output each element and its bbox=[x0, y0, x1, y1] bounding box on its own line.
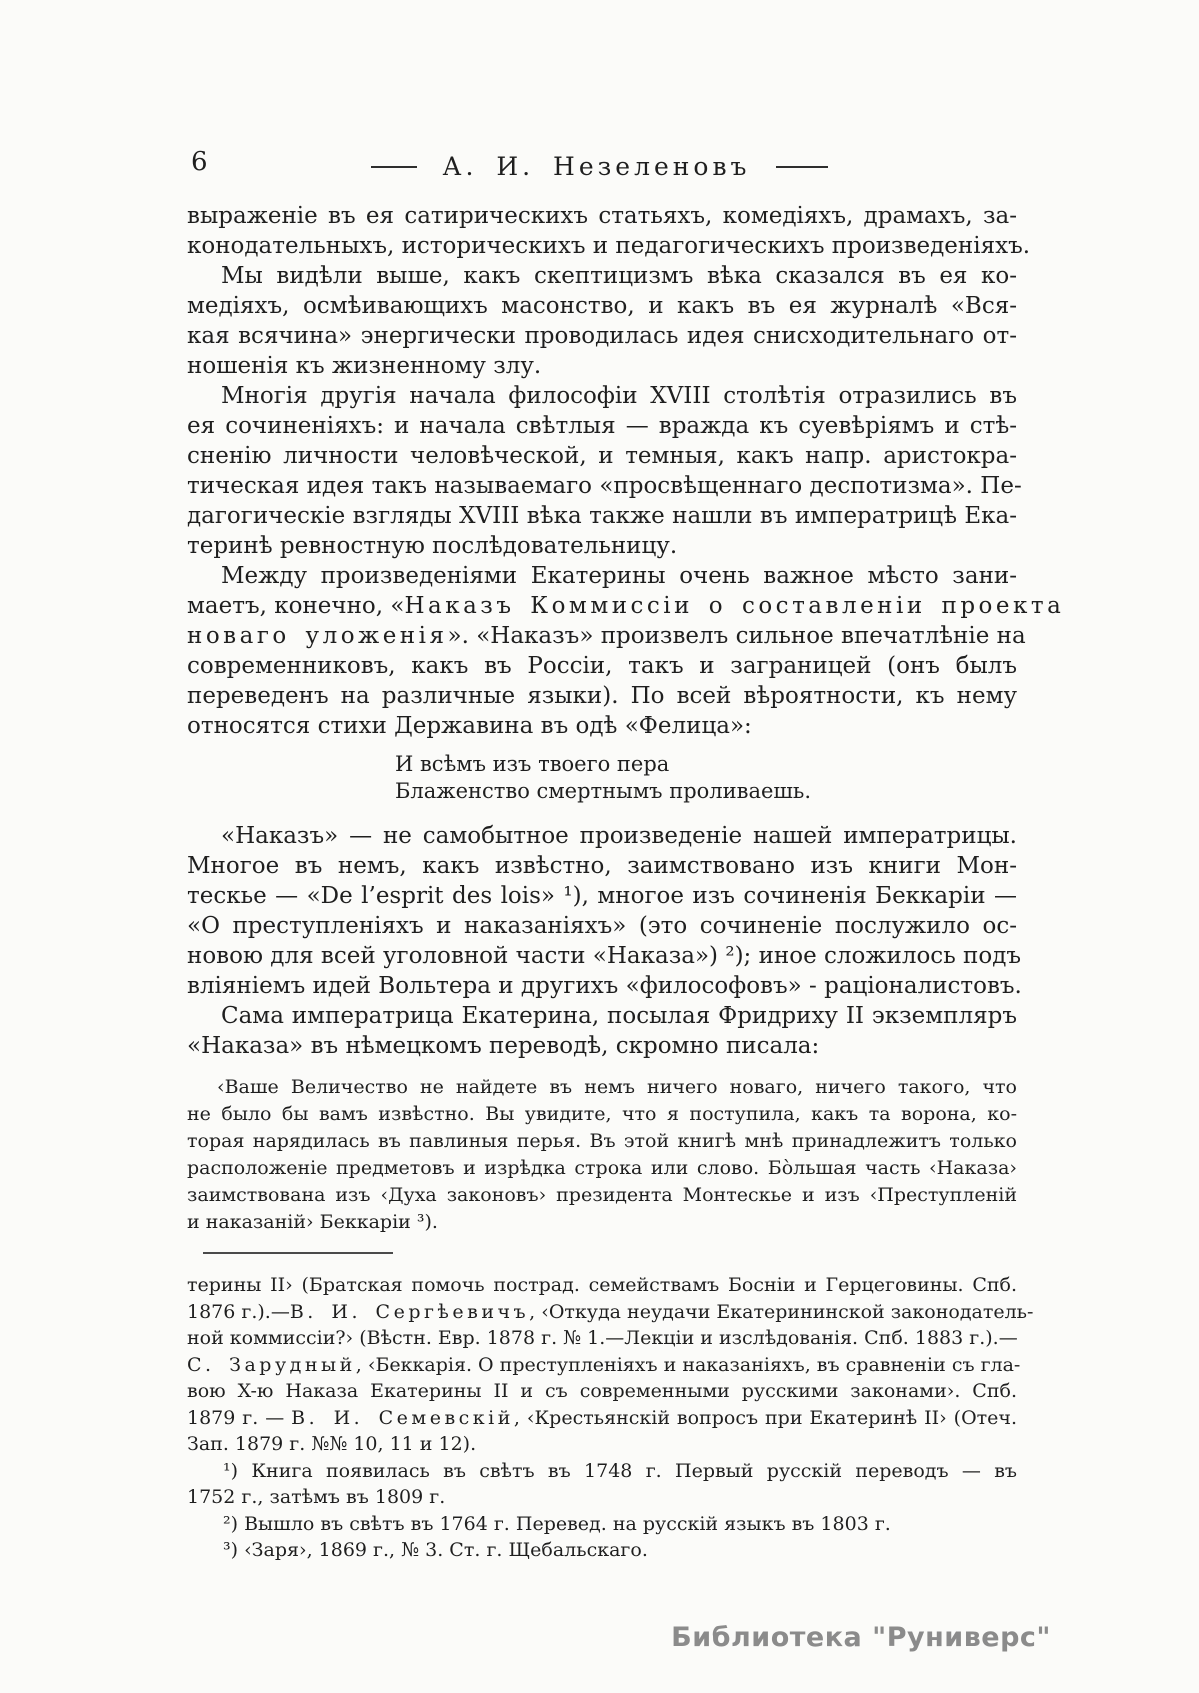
text-segment: ной коммиссіи?› (Вѣстн. Евр. 1878 г. № 1.—Лекціи и изслѣдованія. Спб. 1883 г.).— bbox=[187, 1327, 1018, 1349]
text-line bbox=[187, 1299, 1034, 1326]
text-line bbox=[187, 291, 1017, 321]
text-line bbox=[187, 1458, 1017, 1485]
body-text-top bbox=[187, 201, 1065, 741]
text-segment: тескье — «De l’esprit des lois» ¹), многое изъ сочиненія Беккаріи — bbox=[187, 883, 1017, 909]
page-number: 6 bbox=[191, 147, 208, 177]
text-line bbox=[187, 201, 1017, 231]
text-segment: маетъ, конечно, « bbox=[187, 593, 405, 619]
running-head bbox=[0, 152, 1199, 181]
text-line bbox=[187, 821, 1017, 851]
text-segment: Мы видѣли выше, какъ скептицизмъ вѣка сказался въ ея ко- bbox=[221, 263, 1017, 289]
text-line bbox=[187, 1209, 1017, 1236]
text-line bbox=[187, 1074, 1017, 1101]
text-segment: 1752 г., затѣмъ въ 1809 г. bbox=[187, 1486, 446, 1508]
text-segment: , ‹Беккарія. О преступленіяхъ и наказаніяхъ, въ сравненіи съ гла- bbox=[355, 1353, 1021, 1376]
text-segment: ²) Вышло въ свѣтъ въ 1764 г. Перевед. на русскій языкъ въ 1803 г. bbox=[223, 1512, 891, 1535]
text-line bbox=[395, 751, 1017, 778]
text-segment: ³) ‹Заря›, 1869 г., № 3. Ст. г. Щебальскаго. bbox=[223, 1539, 648, 1561]
verse-quote bbox=[395, 751, 1017, 805]
text-segment: В. И. Сергѣевичъ bbox=[289, 1300, 530, 1323]
text-segment: вліяніемъ идей Вольтера и другихъ «философовъ» - раціоналистовъ. bbox=[187, 973, 1022, 999]
text-line bbox=[187, 1405, 1017, 1432]
text-line bbox=[187, 561, 1017, 591]
text-line bbox=[395, 778, 1017, 805]
text-segment: ношенія къ жизненному злу. bbox=[187, 353, 542, 379]
paragraph bbox=[187, 1001, 1017, 1061]
title-rule-left-icon bbox=[371, 166, 417, 168]
text-line bbox=[187, 531, 1017, 561]
text-segment: терины II› (Братская помочь пострад. семействамъ Босніи и Герцеговины. Спб. bbox=[187, 1274, 1017, 1296]
paragraph bbox=[187, 1074, 1017, 1236]
text-segment: дагогическіе взгляды XVIII вѣка также нашли въ императрицѣ Ека- bbox=[187, 503, 1017, 529]
text-line bbox=[187, 1511, 1017, 1538]
text-segment: ея сочиненіяхъ: и начала свѣтлыя — вражда къ суевѣріямъ и стѣ- bbox=[187, 413, 1017, 439]
text-line bbox=[187, 1325, 1017, 1352]
text-line bbox=[187, 591, 1065, 621]
text-segment: медіяхъ, осмѣивающихъ масонство, и какъ въ ея журналѣ «Вся- bbox=[187, 293, 1017, 319]
paragraph bbox=[187, 381, 1022, 561]
text-line bbox=[187, 1431, 1017, 1458]
text-segment: Блаженство смертнымъ проливаешь. bbox=[395, 779, 812, 803]
text-segment: ». «Наказъ» произвелъ сильное впечатлѣніе на bbox=[447, 623, 1026, 649]
text-segment: 1879 г. — bbox=[187, 1406, 292, 1429]
text-line bbox=[187, 351, 1017, 381]
paragraph bbox=[187, 1272, 1034, 1458]
text-line bbox=[187, 261, 1017, 291]
text-line bbox=[187, 911, 1017, 941]
text-segment: торая нарядилась въ павлиныя перья. Въ этой книгѣ мнѣ принадлежитъ только bbox=[187, 1130, 1017, 1152]
text-segment: Многое въ немъ, какъ извѣстно, заимствовано изъ книги Мон- bbox=[187, 853, 1017, 879]
text-line bbox=[187, 411, 1017, 441]
text-line bbox=[187, 1484, 1017, 1511]
text-line bbox=[187, 881, 1017, 911]
text-line bbox=[187, 711, 1017, 741]
text-segment: относятся стихи Державина въ одѣ «Фелица»: bbox=[187, 713, 752, 739]
footnotes bbox=[187, 1272, 1034, 1564]
paragraph bbox=[187, 261, 1017, 381]
paragraph bbox=[187, 1458, 1017, 1511]
text-segment: ¹) Книга появилась въ свѣтъ въ 1748 г. Первый русскій переводъ — въ bbox=[223, 1459, 1017, 1482]
text-segment: и наказаній› Беккаріи ³). bbox=[187, 1211, 438, 1233]
text-segment: теринѣ ревностную послѣдовательницу. bbox=[187, 533, 678, 559]
text-line bbox=[187, 1155, 1017, 1182]
text-segment: Наказъ Коммиссіи о составленіи проекта bbox=[404, 593, 1065, 619]
text-line bbox=[187, 621, 1026, 651]
text-segment: , ‹Крестьянскій вопросъ при Екатеринѣ II› (Отеч. bbox=[513, 1406, 1018, 1429]
text-line bbox=[187, 471, 1022, 501]
paragraph bbox=[187, 561, 1065, 741]
paragraph bbox=[187, 1511, 1017, 1538]
text-segment: В. И. Семевскій bbox=[291, 1406, 514, 1429]
text-segment: не было бы вамъ извѣстно. Вы увидите, что я поступила, какъ та ворона, ко- bbox=[187, 1103, 1017, 1125]
text-segment: «Наказа» въ нѣмецкомъ переводѣ, скромно писала: bbox=[187, 1033, 820, 1059]
text-line bbox=[187, 651, 1017, 681]
text-segment: расположеніе предметовъ и изрѣдка строка или слово. Бо̀льшая часть ‹Наказа› bbox=[187, 1157, 1017, 1179]
text-segment: выраженіе въ ея сатирическихъ статьяхъ, комедіяхъ, драмахъ, за- bbox=[187, 203, 1017, 229]
text-segment: И всѣмъ изъ твоего пера bbox=[395, 752, 670, 776]
text-line bbox=[187, 381, 1017, 411]
text-segment: Многія другія начала философіи XVIII столѣтія отразились въ bbox=[221, 383, 1017, 409]
title-rule-right-icon bbox=[776, 166, 828, 168]
text-line bbox=[187, 1182, 1017, 1209]
paragraph bbox=[187, 821, 1022, 1001]
text-segment: вою X-ю Наказа Екатерины II и съ современными русскими законами›. Спб. bbox=[187, 1380, 1017, 1402]
small-print-quote bbox=[187, 1074, 1017, 1236]
text-segment: ‹Ваше Величество не найдете въ немъ ничего новаго, ничего такого, что bbox=[217, 1076, 1017, 1098]
text-segment: конодательныхъ, историческихъ и педагогическихъ произведеніяхъ. bbox=[187, 233, 1031, 259]
text-line bbox=[187, 971, 1022, 1001]
text-segment: С. Зарудный bbox=[187, 1353, 356, 1376]
text-line bbox=[187, 851, 1017, 881]
watermark-text: Библиотека "Руниверс" bbox=[671, 1622, 1051, 1653]
text-segment: «Наказъ» — не самобытное произведеніе нашей императрицы. bbox=[221, 823, 1017, 849]
text-segment: Сама императрица Екатерина, посылая Фридриху II экземпляръ bbox=[221, 1003, 1017, 1029]
paragraph bbox=[187, 201, 1031, 261]
paragraph bbox=[187, 1537, 1017, 1564]
text-line bbox=[187, 1272, 1017, 1299]
text-line bbox=[187, 441, 1017, 471]
text-segment: тическая идея такъ называемаго «просвѣщеннаго деспотизма». Пе- bbox=[187, 473, 1022, 499]
text-line bbox=[187, 1128, 1017, 1155]
text-line bbox=[187, 681, 1017, 711]
text-line bbox=[187, 321, 1017, 351]
text-segment: современниковъ, какъ въ Россіи, такъ и заграницей (онъ былъ bbox=[187, 653, 1017, 679]
text-line bbox=[187, 1001, 1017, 1031]
body-text-mid bbox=[187, 821, 1022, 1061]
text-segment: новою для всей уголовной части «Наказа») ²); иное сложилось подъ bbox=[187, 943, 1021, 969]
text-segment: заимствована изъ ‹Духа законовъ› президента Монтескье и изъ ‹Преступленій bbox=[187, 1184, 1017, 1206]
text-segment: Между произведеніями Екатерины очень важное мѣсто зани- bbox=[221, 563, 1017, 589]
text-segment: кая всячина» энергически проводилась идея снисходительнаго от- bbox=[187, 323, 1017, 349]
text-segment: сненію личности человѣческой, и темныя, какъ напр. аристокра- bbox=[187, 443, 1017, 469]
footnote-separator bbox=[203, 1252, 393, 1254]
text-line bbox=[187, 1352, 1021, 1379]
text-line bbox=[187, 501, 1017, 531]
text-column bbox=[187, 201, 1065, 1564]
text-line bbox=[187, 231, 1031, 261]
text-line bbox=[187, 941, 1021, 971]
text-segment: переведенъ на различные языки). По всей вѣроятности, къ нему bbox=[187, 683, 1017, 709]
text-segment: , ‹Откуда неудачи Екатерининской законодатель- bbox=[529, 1300, 1034, 1323]
text-segment: Зап. 1879 г. №№ 10, 11 и 12). bbox=[187, 1433, 477, 1455]
text-segment: «О преступленіяхъ и наказаніяхъ» (это сочиненіе послужило ос- bbox=[187, 913, 1017, 939]
running-title: А. И. Незеленовъ bbox=[442, 152, 751, 181]
text-segment: 1876 г.).— bbox=[187, 1300, 290, 1323]
text-line bbox=[187, 1031, 1017, 1061]
text-line bbox=[187, 1378, 1017, 1405]
text-segment: новаго уложенія bbox=[187, 623, 448, 649]
text-line bbox=[187, 1537, 1017, 1564]
text-line bbox=[187, 1101, 1017, 1128]
